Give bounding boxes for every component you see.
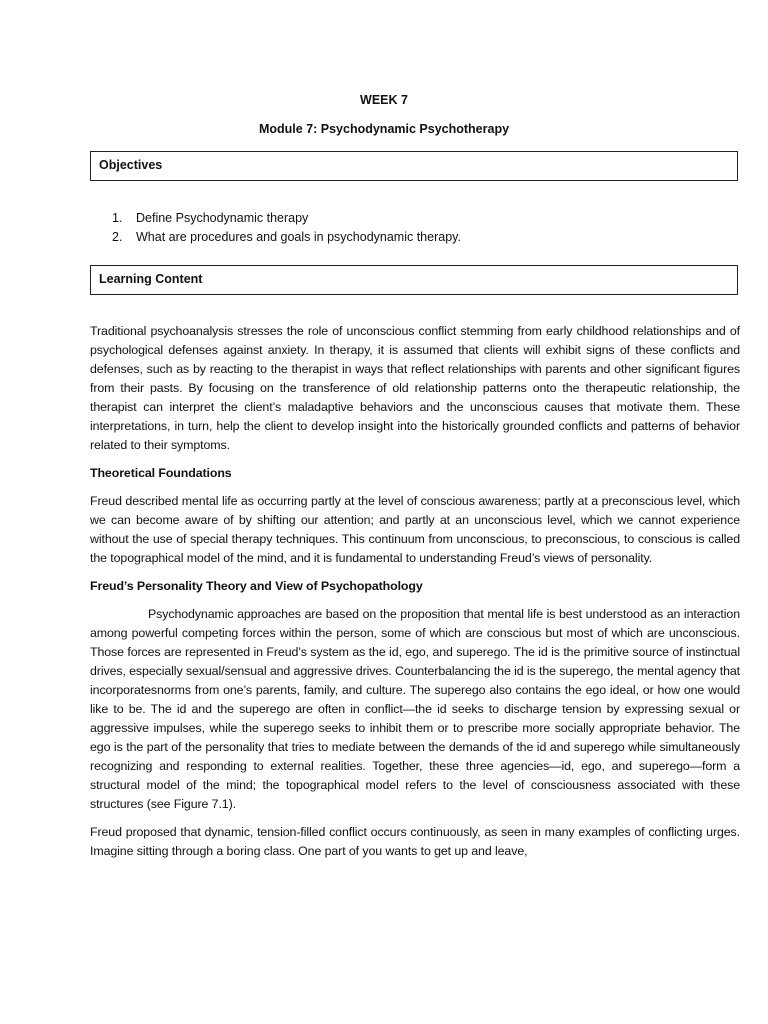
module-title: Module 7: Psychodynamic Psychotherapy bbox=[258, 122, 510, 136]
heading-theoretical-foundations: Theoretical Foundations bbox=[90, 466, 232, 480]
week-heading: WEEK 7 bbox=[360, 93, 408, 107]
list-item-number: 1. bbox=[112, 211, 123, 225]
list-item bbox=[112, 228, 461, 247]
heading-personality-theory: Freud’s Personality Theory and View of Psychopathology bbox=[90, 579, 423, 593]
objectives-list bbox=[112, 209, 461, 247]
paragraph-psychodynamic-approaches: Psychodynamic approaches are based on the proposition that mental life is best understood as an interaction among powerful competing forces within the person, some of which are conscious but most of which are unconscious. Those forces are represented in Freud’s system as the id, ego, and superego. The id is the primitive source of instinctual drives, especially sexual/sensual and aggressive drives. Counterbalancing the id is the superego, the mental agency that incorporatesnorms from one’s parents, family, and culture. The superego also contains the ego ideal, or how one would like to be. The id and the superego are often in conflict—the id seeks to discharge tension by expressing sexual or aggressive impulses, while the superego seeks to inhibit them or to prescribe more socially appropriate behavior. The ego is the part of the personality that tries to mediate between the demands of the id and superego while simultaneously recognizing and responding to external realities. Together, these three agencies—id, ego, and superego—form a structural model of the mind; the topographical model refers to the level of consciousness associated with these structures (see Figure 7.1). bbox=[90, 607, 740, 811]
learning-content-body bbox=[90, 322, 740, 870]
list-item-text: Define Psychodynamic therapy bbox=[136, 211, 309, 225]
learning-content-box bbox=[90, 265, 738, 295]
learning-content-label: Learning Content bbox=[99, 272, 203, 286]
list-item-number: 2. bbox=[112, 230, 123, 244]
list-item bbox=[112, 209, 461, 228]
objectives-box bbox=[90, 151, 738, 181]
paragraph-traditional-psychoanalysis: Traditional psychoanalysis stresses the role of unconscious conflict stemming from early childhood relationships and of psychological defenses against anxiety. In therapy, it is assumed that clients will exhibit signs of these conflicts and defenses, such as by reacting to the therapist in ways that reflect relationships with parents and other significant figures from their pasts. By focusing on the transference of old relationship patterns onto the therapeutic relationship, the therapist can interpret the client’s maladaptive behaviors and the unconscious causes that motivate them. These interpretations, in turn, help the client to develop insight into the historically grounded conflicts and patterns of behavior related to their symptoms. bbox=[90, 324, 740, 452]
paragraph-freud-mental-life: Freud described mental life as occurring partly at the level of conscious awareness; partly at a preconscious level, which we can become aware of by shifting our attention; and partly at an unconscious level, which we cannot experience without the use of special therapy techniques. This continuum from unconscious, to preconscious, to conscious is called the topographical model of the mind, and it is fundamental to understanding Freud’s views of personality. bbox=[90, 494, 740, 565]
list-item-text: What are procedures and goals in psychodynamic therapy. bbox=[136, 230, 461, 244]
objectives-label: Objectives bbox=[99, 158, 163, 172]
paragraph-dynamic-conflict: Freud proposed that dynamic, tension-filled conflict occurs continuously, as seen in many examples of conflicting urges. Imagine sitting through a boring class. One part of you wants to get up and leave, bbox=[90, 825, 740, 858]
